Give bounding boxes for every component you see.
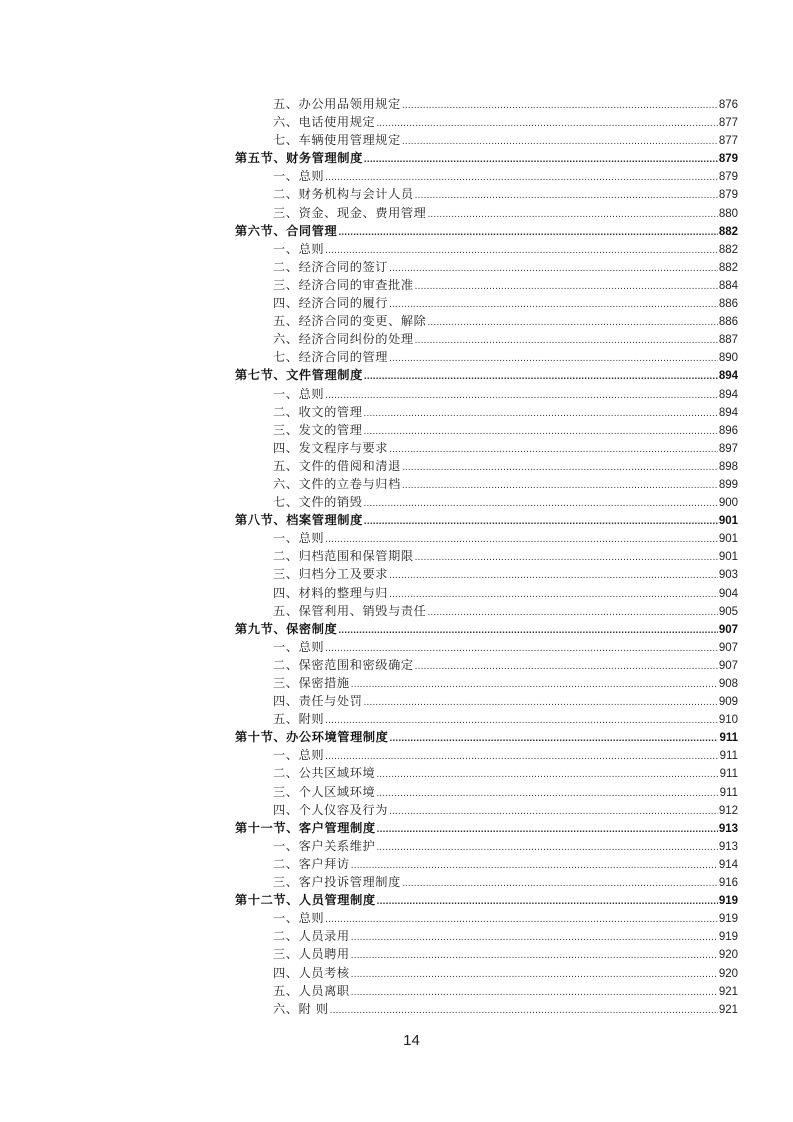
- toc-entry-title: 一、总则: [273, 748, 325, 763]
- toc-entry[interactable]: [235, 692, 738, 710]
- toc-entry-page: 882: [718, 225, 738, 238]
- toc-entry-page: 900: [718, 497, 738, 510]
- toc-dot-leader: [364, 513, 718, 531]
- toc-entry-title: 二、经济合同的签订: [273, 259, 389, 274]
- toc-entry-title: 第七节、文件管理制度: [235, 368, 363, 383]
- toc-entry[interactable]: [235, 258, 738, 276]
- toc-entry-page: 894: [718, 388, 738, 401]
- toc-entry-title: 五、人员离职: [273, 983, 350, 998]
- toc-entry-title: 第六节、合同管理: [235, 223, 338, 238]
- toc-entry[interactable]: [235, 167, 738, 185]
- toc-entry[interactable]: [235, 783, 738, 801]
- toc-entry-title: 五、附则: [273, 712, 325, 727]
- toc-entry-page: 913: [718, 822, 738, 835]
- toc-dot-leader: [351, 857, 718, 875]
- toc-entry[interactable]: [235, 547, 738, 565]
- toc-entry-title: 第八节、档案管理制度: [235, 513, 363, 528]
- toc-entry-page: 903: [718, 569, 738, 582]
- toc-entry[interactable]: [235, 294, 738, 312]
- toc-dot-leader: [389, 586, 718, 604]
- toc-entry-page: 886: [718, 316, 738, 329]
- toc-entry-page: 914: [718, 858, 738, 871]
- toc-dot-leader: [389, 803, 718, 821]
- toc-dot-leader: [402, 133, 718, 151]
- toc-entry[interactable]: [235, 131, 738, 149]
- toc-dot-leader: [364, 151, 718, 169]
- toc-entry[interactable]: [235, 710, 738, 728]
- toc-entry-page: 921: [718, 1003, 738, 1016]
- toc-dot-leader: [351, 984, 718, 1002]
- toc-dot-leader: [389, 567, 718, 585]
- toc-entry[interactable]: [235, 909, 738, 927]
- toc-entry-page: 879: [718, 171, 738, 184]
- toc-entry-title: 三、保密措施: [273, 676, 350, 690]
- toc-entry-title: 三、归档分工及要求: [273, 567, 389, 582]
- toc-entry-title: 一、总则: [273, 241, 325, 256]
- toc-section-entry[interactable]: [235, 222, 738, 240]
- toc-entry-page: 904: [718, 587, 738, 600]
- toc-entry-title: 三、经济合同的审查批准: [273, 277, 414, 292]
- toc-entry[interactable]: [235, 764, 738, 782]
- toc-entry-page: 910: [718, 714, 738, 727]
- toc-entry-title: 二、保密范围和密级确定: [273, 657, 414, 672]
- toc-dot-leader: [325, 387, 718, 405]
- toc-entry-title: 五、经济合同的变更、解除: [273, 314, 427, 329]
- toc-entry-title: 四、人员考核: [273, 965, 350, 980]
- toc-entry-title: 三、发文的管理: [273, 422, 363, 437]
- toc-dot-leader: [376, 839, 718, 857]
- toc-entry-title: 五、保管利用、销毁与责任: [273, 603, 427, 618]
- toc-entry[interactable]: [235, 113, 738, 131]
- toc-dot-leader: [427, 206, 717, 224]
- toc-entry-title: 七、车辆使用管理规定: [273, 133, 401, 148]
- toc-entry-title: 三、个人区域环境: [273, 784, 376, 799]
- toc-entry-page: 890: [718, 352, 738, 365]
- toc-entry-page: 907: [718, 623, 738, 636]
- toc-dot-leader: [364, 368, 718, 386]
- toc-dot-leader: [338, 622, 718, 640]
- toc-entry-title: 五、文件的借阅和清退: [273, 458, 401, 473]
- toc-entry[interactable]: [235, 746, 738, 764]
- toc-dot-leader: [325, 911, 718, 929]
- toc-dot-leader: [427, 314, 717, 332]
- toc-section-entry[interactable]: [235, 891, 738, 909]
- toc-entry-page: 877: [718, 117, 738, 130]
- toc-dot-leader: [377, 893, 718, 911]
- toc-dot-leader: [376, 766, 718, 784]
- toc-section-entry[interactable]: [235, 819, 738, 837]
- toc-section-entry[interactable]: [235, 620, 738, 638]
- toc-dot-leader: [402, 459, 718, 477]
- toc-entry[interactable]: [235, 565, 738, 583]
- toc-entry[interactable]: [235, 982, 738, 1000]
- toc-entry-page: 882: [718, 243, 738, 256]
- toc-entry-title: 二、人员录用: [273, 929, 350, 944]
- toc-dot-leader: [351, 947, 718, 965]
- toc-dot-leader: [377, 821, 718, 839]
- toc-entry[interactable]: [235, 945, 738, 963]
- toc-entry[interactable]: [235, 873, 738, 891]
- toc-dot-leader: [389, 350, 718, 368]
- toc-entry-page: 920: [718, 967, 738, 980]
- toc-dot-leader: [402, 477, 718, 495]
- toc-entry-page: 911: [719, 768, 738, 781]
- toc-entry-title: 三、资金、现金、费用管理: [273, 205, 427, 220]
- toc-entry[interactable]: [235, 638, 738, 656]
- toc-dot-leader: [415, 332, 718, 350]
- toc-entry[interactable]: [235, 421, 738, 439]
- toc-entry-page: 901: [718, 551, 738, 564]
- toc-entry-title: 二、归档范围和保管期限: [273, 549, 414, 564]
- toc-dot-leader: [351, 676, 718, 694]
- toc-entry-page: 879: [718, 153, 738, 166]
- toc-dot-leader: [427, 604, 717, 622]
- toc-entry-title: 三、人员聘用: [273, 947, 350, 962]
- toc-entry-title: 一、总则: [273, 169, 325, 184]
- toc-entry-page: 901: [718, 515, 738, 528]
- toc-entry[interactable]: [235, 330, 738, 348]
- toc-entry-page: 887: [718, 334, 738, 347]
- toc-entry-page: 908: [718, 678, 738, 690]
- toc-entry-title: 一、总则: [273, 386, 325, 401]
- toc-dot-leader: [415, 658, 718, 676]
- toc-entry-page: 884: [718, 279, 738, 292]
- toc-entry-title: 一、总则: [273, 911, 325, 926]
- toc-entry-page: 897: [718, 442, 738, 455]
- toc-entry-title: 第九节、保密制度: [235, 621, 338, 636]
- toc-entry-page: 916: [718, 877, 738, 890]
- toc-entry-page: 919: [718, 895, 738, 908]
- toc-entry-title: 四、发文程序与要求: [273, 440, 389, 455]
- toc-dot-leader: [415, 278, 718, 296]
- toc-entry-title: 一、总则: [273, 531, 325, 546]
- toc-entry[interactable]: [235, 312, 738, 330]
- toc-dot-leader: [364, 495, 718, 513]
- toc-entry[interactable]: [235, 674, 738, 692]
- toc-entry-page: 921: [718, 985, 738, 998]
- toc-entry-title: 第十一节、客户管理制度: [235, 820, 376, 835]
- toc-entry-page: 913: [718, 840, 738, 853]
- toc-entry[interactable]: [235, 185, 738, 203]
- table-of-contents: [235, 95, 738, 1018]
- toc-dot-leader: [389, 296, 718, 314]
- toc-entry[interactable]: [235, 475, 738, 493]
- toc-entry-title: 一、总则: [273, 639, 325, 654]
- toc-entry[interactable]: [235, 95, 738, 113]
- toc-entry[interactable]: [235, 927, 738, 945]
- toc-entry-title: 五、办公用品领用规定: [273, 97, 401, 111]
- toc-entry-page: 905: [718, 605, 738, 618]
- toc-entry[interactable]: [235, 584, 738, 602]
- toc-entry[interactable]: [235, 439, 738, 457]
- toc-entry-title: 一、客户关系维护: [273, 838, 376, 853]
- toc-section-entry[interactable]: [235, 366, 738, 384]
- toc-entry[interactable]: [235, 204, 738, 222]
- toc-entry-page: 879: [718, 189, 738, 202]
- toc-entry[interactable]: [235, 403, 738, 421]
- toc-dot-leader: [351, 966, 718, 984]
- toc-entry-page: 907: [718, 641, 738, 654]
- toc-dot-leader: [376, 115, 718, 133]
- toc-dot-leader: [389, 441, 718, 459]
- toc-dot-leader: [415, 187, 718, 205]
- toc-entry[interactable]: [235, 385, 738, 403]
- toc-entry-title: 二、客户拜访: [273, 856, 350, 871]
- toc-entry[interactable]: [235, 276, 738, 294]
- toc-entry-page: 899: [718, 478, 738, 491]
- toc-entry-title: 六、经济合同纠份的处理: [273, 332, 414, 347]
- toc-dot-leader: [338, 224, 718, 242]
- toc-dot-leader: [325, 748, 719, 766]
- toc-dot-leader: [389, 730, 718, 748]
- toc-section-entry[interactable]: [235, 149, 738, 167]
- toc-entry-page: 909: [718, 696, 738, 709]
- toc-dot-leader: [402, 875, 718, 893]
- toc-entry[interactable]: [235, 1000, 738, 1018]
- toc-entry[interactable]: [235, 656, 738, 674]
- toc-dot-leader: [389, 260, 718, 278]
- toc-dot-leader: [364, 694, 718, 712]
- toc-entry[interactable]: [235, 240, 738, 258]
- toc-entry-title: 七、文件的销毁: [273, 495, 363, 510]
- toc-entry-page: 911: [719, 786, 738, 799]
- toc-dot-leader: [376, 785, 718, 803]
- toc-entry-title: 三、客户投诉管理制度: [273, 875, 401, 890]
- toc-entry-page: 919: [718, 931, 738, 944]
- toc-entry-title: 六、文件的立卷与归档: [273, 476, 401, 491]
- toc-entry-title: 第十二节、人员管理制度: [235, 893, 376, 908]
- toc-entry-title: 四、经济合同的履行: [273, 296, 389, 311]
- toc-entry[interactable]: [235, 348, 738, 366]
- toc-entry[interactable]: [235, 529, 738, 547]
- toc-entry-page: 919: [718, 913, 738, 926]
- toc-section-entry[interactable]: [235, 728, 738, 746]
- toc-entry-title: 六、电话使用规定: [273, 115, 376, 130]
- toc-entry-page: 920: [718, 949, 738, 962]
- toc-entry-page: 896: [718, 424, 738, 437]
- toc-entry[interactable]: [235, 493, 738, 511]
- toc-entry-page: 886: [718, 298, 738, 311]
- toc-entry-title: 四、责任与处罚: [273, 694, 363, 709]
- toc-entry-title: 六、附 则: [273, 1001, 329, 1016]
- page-number: 14: [403, 1032, 420, 1049]
- toc-entry[interactable]: [235, 801, 738, 819]
- toc-entry-page: 907: [718, 659, 738, 672]
- toc-entry[interactable]: [235, 964, 738, 982]
- toc-entry[interactable]: [235, 457, 738, 475]
- toc-entry-page: 911: [719, 732, 738, 745]
- toc-entry-title: 二、收文的管理: [273, 404, 363, 419]
- toc-entry-title: 第十节、办公环境管理制度: [235, 730, 389, 745]
- toc-section-entry[interactable]: [235, 511, 738, 529]
- toc-entry-page: 880: [718, 207, 738, 220]
- toc-entry-page: 911: [719, 750, 738, 763]
- toc-dot-leader: [364, 423, 718, 441]
- toc-entry-page: 894: [718, 370, 738, 383]
- toc-entry-title: 七、经济合同的管理: [273, 350, 389, 365]
- toc-entry[interactable]: [235, 602, 738, 620]
- toc-entry-page: 877: [718, 135, 738, 148]
- toc-entry-page: 898: [718, 460, 738, 473]
- toc-entry-title: 二、公共区域环境: [273, 766, 376, 781]
- toc-entry-title: 二、财务机构与会计人员: [273, 187, 414, 202]
- toc-dot-leader: [330, 1002, 718, 1020]
- toc-dot-leader: [351, 929, 718, 947]
- toc-entry-title: 第五节、财务管理制度: [235, 151, 363, 166]
- toc-dot-leader: [415, 549, 718, 567]
- toc-entry-page: 894: [718, 406, 738, 419]
- toc-dot-leader: [364, 405, 718, 423]
- toc-entry-page: 912: [718, 804, 738, 817]
- toc-entry[interactable]: [235, 837, 738, 855]
- toc-entry-title: 四、材料的整理与归: [273, 585, 389, 600]
- toc-dot-leader: [402, 97, 718, 115]
- toc-entry-page: 901: [718, 533, 738, 546]
- toc-entry-page: 882: [718, 261, 738, 274]
- toc-entry-page: 876: [718, 99, 738, 111]
- toc-entry-title: 四、个人仪容及行为: [273, 802, 389, 817]
- toc-entry[interactable]: [235, 855, 738, 873]
